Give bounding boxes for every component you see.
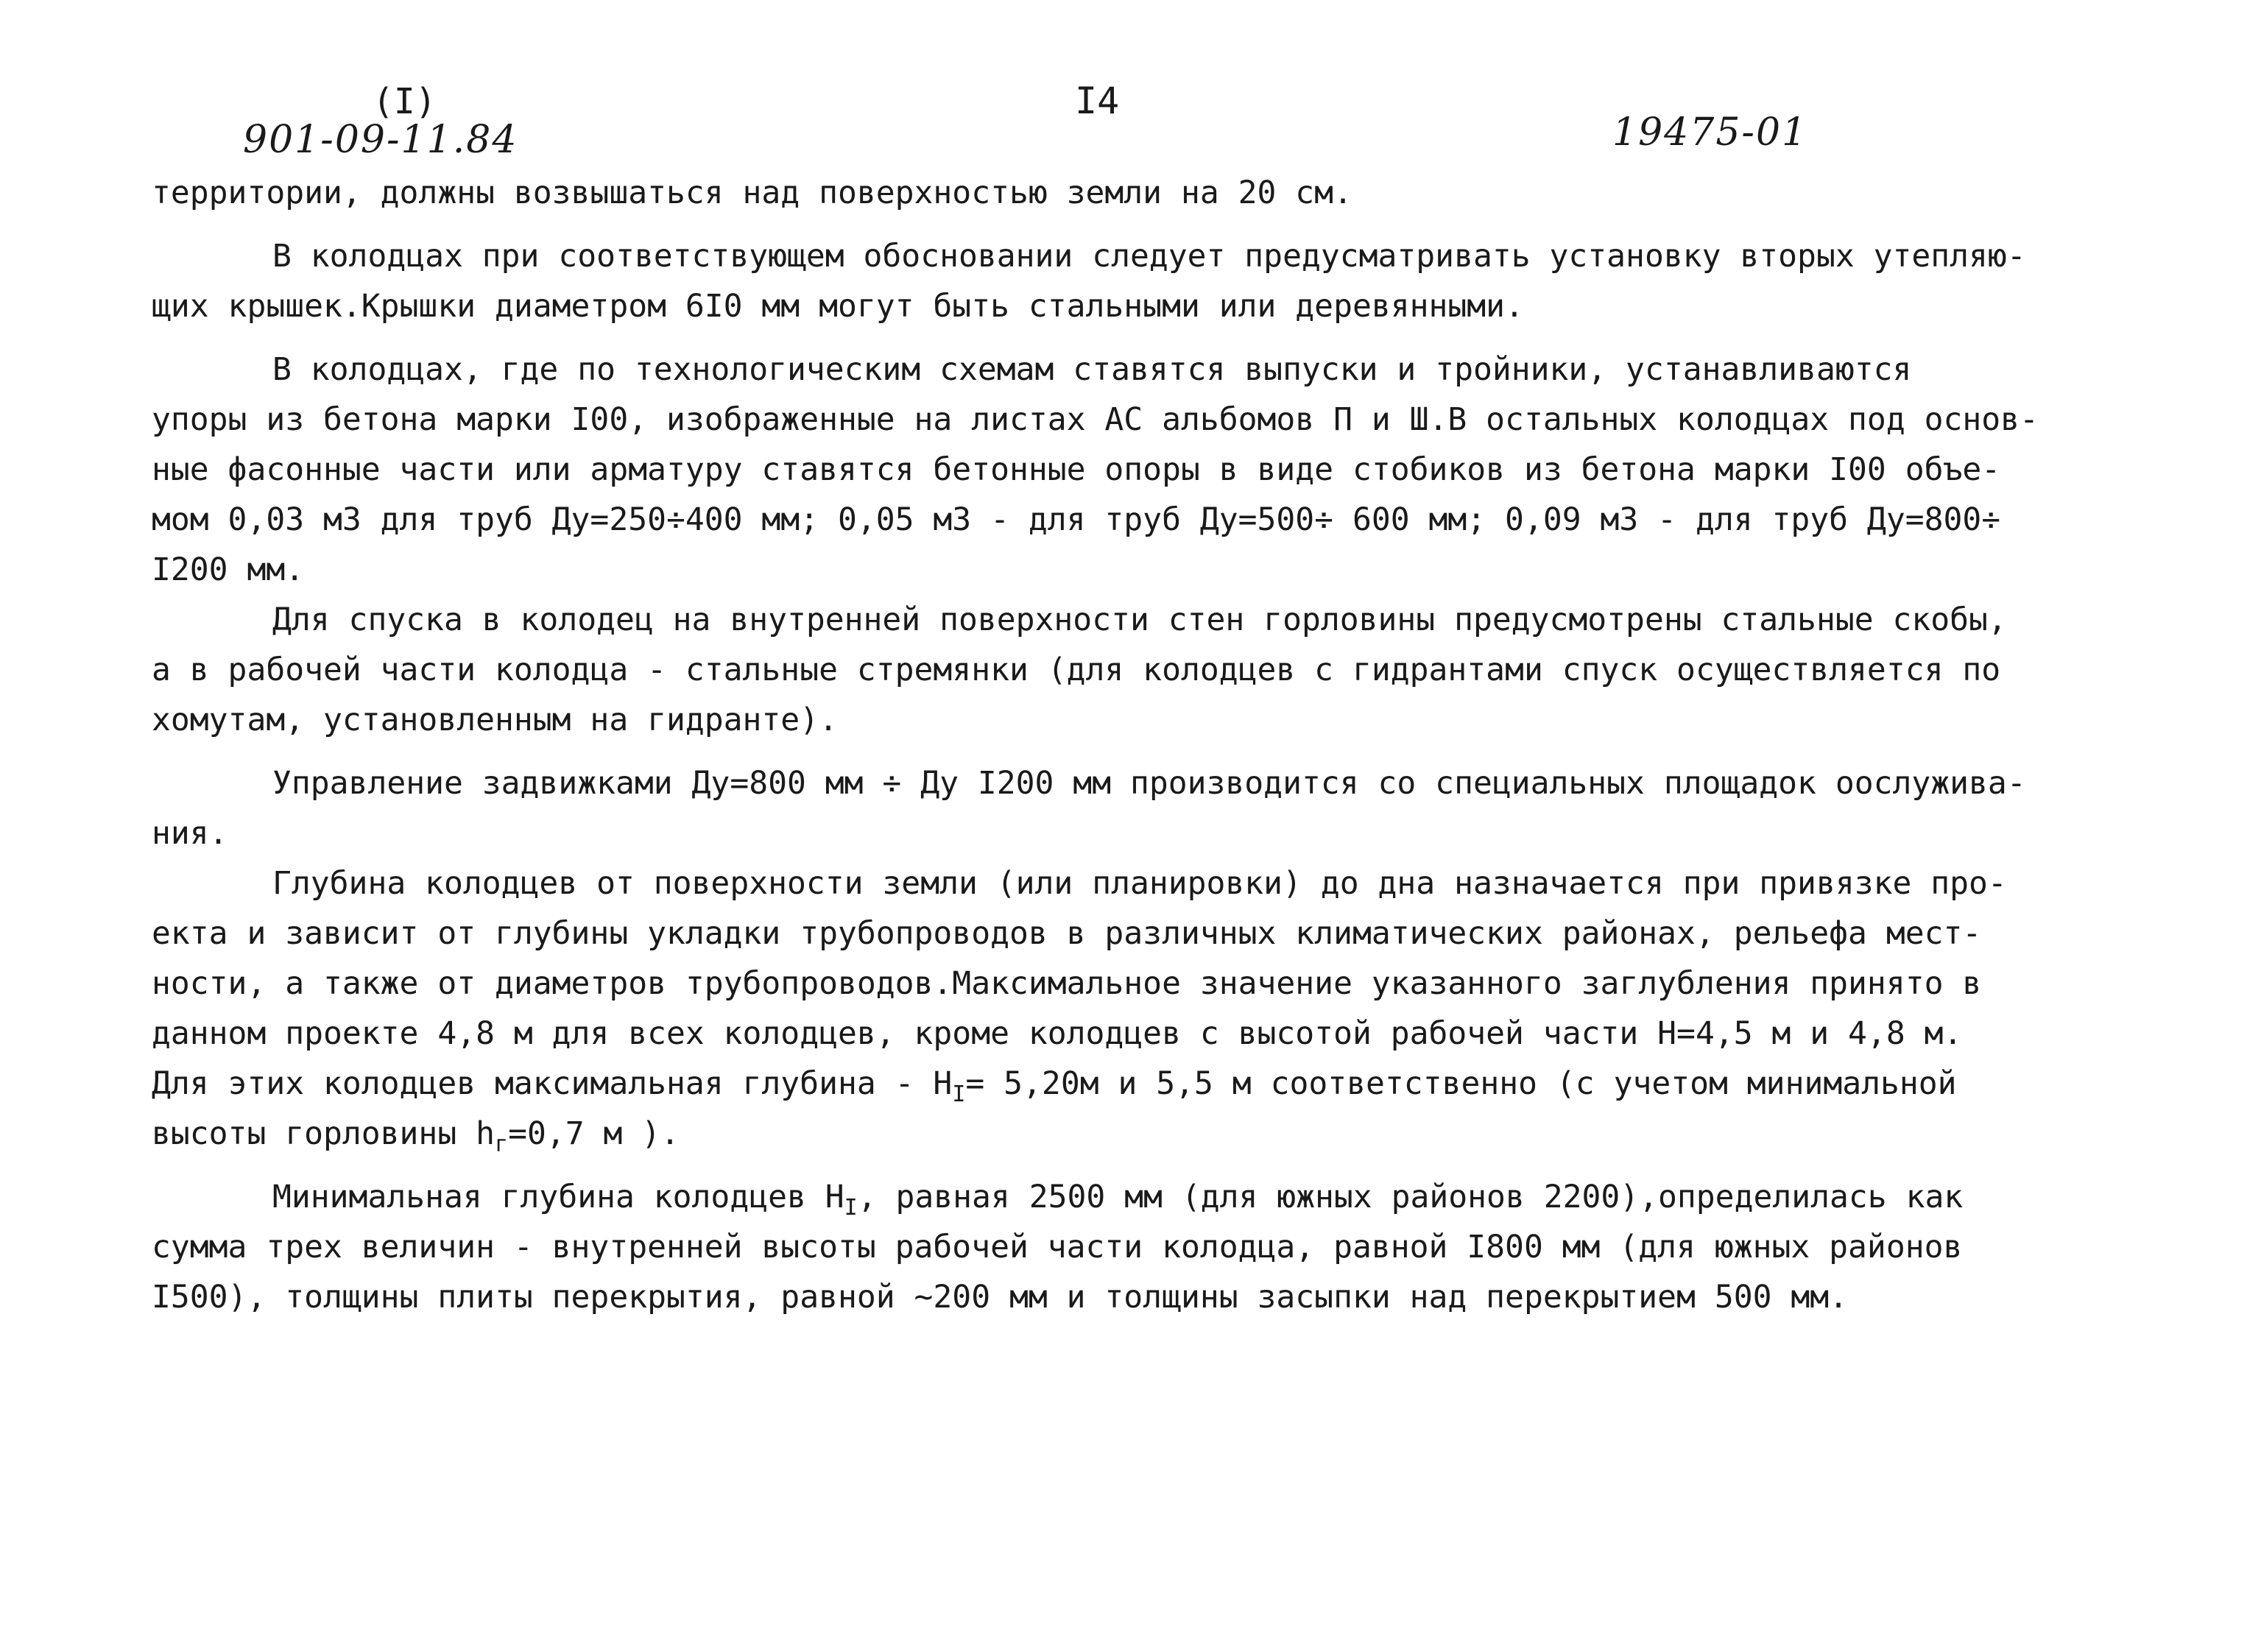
text-run: высоты горловины h: [152, 1115, 495, 1152]
text-line: [152, 1172, 2125, 1222]
text-line: В колодцах при соответствующем обосновании следует предусматривать установку вторых утепляю-: [272, 238, 2026, 275]
document-code: 901-09-11.84: [243, 118, 518, 162]
text-line: [152, 1059, 2125, 1109]
text-run: , равная 2500 мм (для южных районов 2200),определилась как: [857, 1179, 1964, 1215]
text-run: Минимальная глубина колодцев Н: [272, 1179, 844, 1215]
text-line: I500), толщины плиты перекрытия, равной ~200 мм и толщины засыпки над перекрытием 500 мм.: [152, 1279, 1849, 1316]
subscript: г: [495, 1132, 509, 1157]
page-header: [0, 0, 2261, 169]
text-line: ности, а также от диаметров трубопроводов.Максимальное значение указанного заглубления принято в: [152, 965, 1982, 1002]
subscript: I: [844, 1195, 858, 1221]
document-body: [152, 168, 2125, 1322]
text-line: Для спуска в колодец на внутренней поверхности стен горловины предусмотрены стальные скобы,: [272, 601, 2007, 638]
text-line: Глубина колодцев от поверхности земли (или планировки) до дна назначается при привязке про-: [272, 865, 2007, 902]
text-line: екта и зависит от глубины укладки трубопроводов в различных климатических районах, рельефа мест-: [152, 915, 1982, 952]
text-line: сумма трех величин - внутренней высоты рабочей части колодца, равной I800 мм (для южных районов: [152, 1229, 1963, 1266]
text-run: = 5,20м и 5,5 м соответственно (с учетом минимальной: [965, 1065, 1957, 1102]
inventory-number: 19475-01: [1612, 110, 1808, 155]
text-line: а в рабочей части колодца - стальные стремянки (для колодцев с гидрантами спуск осуществляется по: [152, 652, 2001, 688]
text-line: ния.: [152, 815, 228, 852]
text-line: территории, должны возвышаться над поверхностью земли на 20 см.: [152, 174, 1352, 211]
text-line: хомутам, установленным на гидранте).: [152, 702, 838, 738]
subscript: I: [952, 1081, 966, 1107]
text-line: щих крышек.Крышки диаметром 6I0 мм могут быть стальными или деревянными.: [152, 288, 1524, 325]
text-line: ные фасонные части или арматуру ставятся бетонные опоры в виде стобиков из бетона марки I00 объе-: [152, 451, 2001, 488]
page-number: I4: [1075, 80, 1120, 122]
text-line: I200 мм.: [152, 551, 305, 588]
text-line: [152, 1109, 2125, 1159]
text-line: Управление задвижками Ду=800 мм ÷ Ду I200 мм производится со специальных площадок оослужива-: [272, 765, 2026, 802]
text-line: мом 0,03 м3 для труб Ду=250÷400 мм; 0,05 м3 - для труб Ду=500÷ 600 мм; 0,09 м3 - для труб Ду=800÷: [152, 501, 2001, 538]
text-line: упоры из бетона марки I00, изображенные на листах АС альбомов П и Ш.В остальных колодцах под основ-: [152, 401, 2039, 438]
text-line: В колодцах, где по технологическим схемам ставятся выпуски и тройники, устанавливаются: [272, 351, 1912, 388]
text-run: Для этих колодцев максимальная глубина - Н: [152, 1065, 953, 1102]
text-run: =0,7 м ).: [508, 1115, 680, 1152]
sub-number: (I): [373, 81, 437, 122]
text-line: данном проекте 4,8 м для всех колодцев, кроме колодцев с высотой рабочей части Н=4,5 м и 4,8 м.: [152, 1015, 1963, 1052]
